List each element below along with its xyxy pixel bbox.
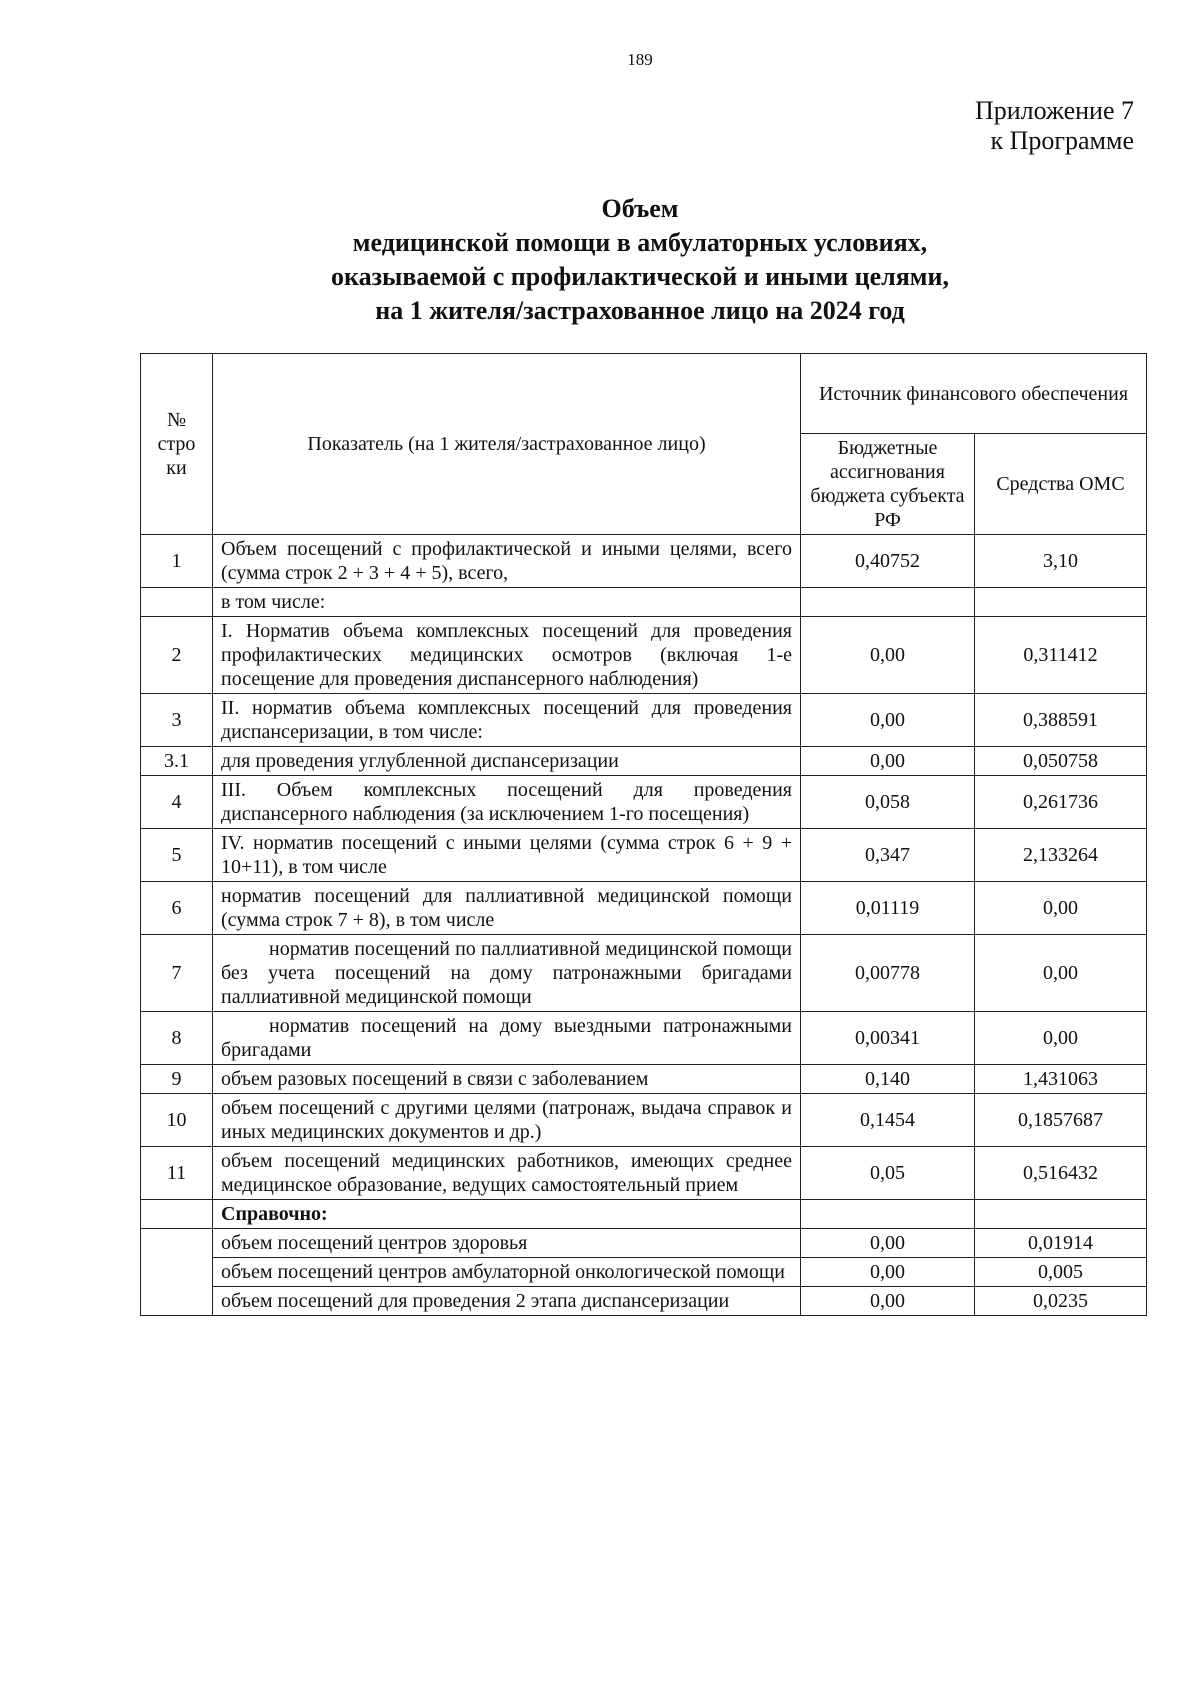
volume-table bbox=[140, 353, 1147, 1316]
table-row bbox=[141, 1065, 1147, 1094]
title-line-2: медицинской помощи в амбулаторных условиях, bbox=[352, 228, 928, 257]
reference-row bbox=[141, 1258, 1147, 1287]
title-line-4: на 1 жителя/застрахованное лицо на 2024 год bbox=[375, 296, 905, 325]
reference-label: Справочно: bbox=[213, 1200, 801, 1229]
row-oms-value: 0,00 bbox=[975, 882, 1147, 935]
reference-budget-value: 0,00 bbox=[801, 1287, 975, 1316]
appendix-label bbox=[975, 96, 1134, 156]
reference-budget-empty bbox=[801, 1200, 975, 1229]
row-budget-value: 0,00 bbox=[801, 747, 975, 776]
reference-row-label: объем посещений центров амбулаторной онкологической помощи bbox=[213, 1258, 801, 1287]
row-label: норматив посещений на дому выездными патронажными бригадами bbox=[213, 1012, 801, 1065]
row-oms-value: 0,388591 bbox=[975, 694, 1147, 747]
reference-oms-value: 0,005 bbox=[975, 1258, 1147, 1287]
table-row bbox=[141, 882, 1147, 935]
row-budget-value: 0,058 bbox=[801, 776, 975, 829]
row-number: 11 bbox=[141, 1147, 213, 1200]
table-row bbox=[141, 535, 1147, 588]
page-number: 189 bbox=[627, 50, 653, 69]
reference-row bbox=[141, 1229, 1147, 1258]
row-number: 3.1 bbox=[141, 747, 213, 776]
table-row bbox=[141, 1012, 1147, 1065]
row-number bbox=[141, 588, 213, 617]
row-number: 3 bbox=[141, 694, 213, 747]
reference-number-cell bbox=[141, 1229, 213, 1316]
reference-row-label: объем посещений центров здоровья bbox=[213, 1229, 801, 1258]
header-budget: Бюджетные ассигнования бюджета субъекта РФ bbox=[801, 434, 975, 535]
row-oms-value: 0,311412 bbox=[975, 617, 1147, 694]
table-row bbox=[141, 747, 1147, 776]
reference-row-number bbox=[141, 1200, 213, 1229]
reference-oms-value: 0,0235 bbox=[975, 1287, 1147, 1316]
row-budget-value: 0,01119 bbox=[801, 882, 975, 935]
row-oms-value: 0,261736 bbox=[975, 776, 1147, 829]
row-label: IV. норматив посещений с иными целями (сумма строк 6 + 9 + 10+11), в том числе bbox=[213, 829, 801, 882]
row-oms-value bbox=[975, 588, 1147, 617]
reference-budget-value: 0,00 bbox=[801, 1258, 975, 1287]
row-label: норматив посещений для паллиативной медицинской помощи (сумма строк 7 + 8), в том числе bbox=[213, 882, 801, 935]
row-oms-value: 0,1857687 bbox=[975, 1094, 1147, 1147]
row-label: Объем посещений с профилактической и иными целями, всего (сумма строк 2 + 3 + 4 + 5), всего, bbox=[213, 535, 801, 588]
row-oms-value: 0,00 bbox=[975, 935, 1147, 1012]
row-oms-value: 3,10 bbox=[975, 535, 1147, 588]
header-indicator: Показатель (на 1 жителя/застрахованное лицо) bbox=[213, 354, 801, 535]
row-number: 7 bbox=[141, 935, 213, 1012]
table-row bbox=[141, 617, 1147, 694]
row-number: 1 bbox=[141, 535, 213, 588]
row-oms-value: 0,516432 bbox=[975, 1147, 1147, 1200]
row-label: III. Объем комплексных посещений для проведения диспансерного наблюдения (за исключением 1-го посещения) bbox=[213, 776, 801, 829]
row-number: 4 bbox=[141, 776, 213, 829]
reference-header-row bbox=[141, 1200, 1147, 1229]
title-line-1: Объем bbox=[601, 194, 679, 223]
row-budget-value: 0,00 bbox=[801, 617, 975, 694]
row-label: в том числе: bbox=[213, 588, 801, 617]
row-oms-value: 0,050758 bbox=[975, 747, 1147, 776]
row-label: I. Норматив объема комплексных посещений для проведения профилактических медицинских осмотров (включая 1-е посещение для проведения диспансерного наблюдения) bbox=[213, 617, 801, 694]
row-budget-value: 0,05 bbox=[801, 1147, 975, 1200]
row-label: объем разовых посещений в связи с заболеванием bbox=[213, 1065, 801, 1094]
title-line-3: оказываемой с профилактической и иными целями, bbox=[330, 262, 949, 291]
reference-row-label: объем посещений для проведения 2 этапа диспансеризации bbox=[213, 1287, 801, 1316]
row-budget-value bbox=[801, 588, 975, 617]
row-number: 9 bbox=[141, 1065, 213, 1094]
row-oms-value: 1,431063 bbox=[975, 1065, 1147, 1094]
row-number: 10 bbox=[141, 1094, 213, 1147]
reference-row bbox=[141, 1287, 1147, 1316]
table-row bbox=[141, 935, 1147, 1012]
row-budget-value: 0,00 bbox=[801, 694, 975, 747]
appendix-line-2: к Программе bbox=[990, 126, 1134, 155]
row-oms-value: 0,00 bbox=[975, 1012, 1147, 1065]
header-row-number: № стро ки bbox=[141, 354, 213, 535]
row-oms-value: 2,133264 bbox=[975, 829, 1147, 882]
table-row bbox=[141, 1147, 1147, 1200]
header-funding-source: Источник финансового обеспечения bbox=[801, 354, 1147, 434]
row-label: II. норматив объема комплексных посещений для проведения диспансеризации, в том числе: bbox=[213, 694, 801, 747]
table-row bbox=[141, 588, 1147, 617]
row-budget-value: 0,00341 bbox=[801, 1012, 975, 1065]
row-number: 8 bbox=[141, 1012, 213, 1065]
document-title bbox=[160, 192, 1120, 328]
table-row bbox=[141, 776, 1147, 829]
header-oms: Средства ОМС bbox=[975, 434, 1147, 535]
table-row bbox=[141, 829, 1147, 882]
row-label: объем посещений с другими целями (патронаж, выдача справок и иных медицинских документов и др.) bbox=[213, 1094, 801, 1147]
row-number: 5 bbox=[141, 829, 213, 882]
volume-table-container bbox=[140, 353, 1146, 1316]
table-row bbox=[141, 1094, 1147, 1147]
row-label: для проведения углубленной диспансеризации bbox=[213, 747, 801, 776]
row-budget-value: 0,1454 bbox=[801, 1094, 975, 1147]
row-budget-value: 0,40752 bbox=[801, 535, 975, 588]
reference-budget-value: 0,00 bbox=[801, 1229, 975, 1258]
row-budget-value: 0,347 bbox=[801, 829, 975, 882]
reference-oms-empty bbox=[975, 1200, 1147, 1229]
row-number: 2 bbox=[141, 617, 213, 694]
row-budget-value: 0,00778 bbox=[801, 935, 975, 1012]
appendix-line-1: Приложение 7 bbox=[974, 96, 1134, 125]
row-budget-value: 0,140 bbox=[801, 1065, 975, 1094]
row-label: объем посещений медицинских работников, имеющих среднее медицинское образование, ведущих самостоятельный прием bbox=[213, 1147, 801, 1200]
row-number: 6 bbox=[141, 882, 213, 935]
table-row bbox=[141, 694, 1147, 747]
reference-oms-value: 0,01914 bbox=[975, 1229, 1147, 1258]
row-label: норматив посещений по паллиативной медицинской помощи без учета посещений на дому патронажными бригадами паллиативной медицинской помощи bbox=[213, 935, 801, 1012]
